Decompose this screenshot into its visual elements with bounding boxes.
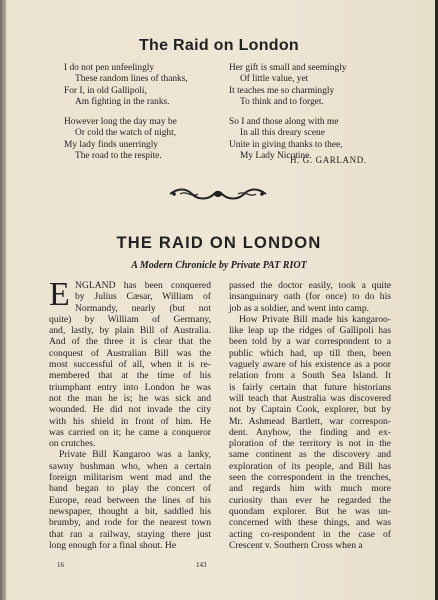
- article-line: ploration of the territory is not in the: [229, 438, 391, 450]
- article-line: sawny bushman who, when a certain: [49, 460, 211, 472]
- article-line: wounded. He did not invade the city: [49, 404, 211, 416]
- poem-left-column: [64, 63, 234, 171]
- article-line: on crutches.: [49, 438, 96, 450]
- article-line: was carried on it; he came a conqueror: [49, 426, 211, 438]
- article-line: NGLAND has been conquered: [75, 280, 211, 291]
- poem-line: My Lady Nicotine.: [240, 151, 312, 162]
- article-line: How Private Bill made his kangaroo-: [239, 313, 391, 325]
- poem-line: To think and to forget.: [240, 96, 324, 107]
- article-line: been told by a war correspondent to a: [229, 336, 391, 348]
- article-line: relation from a South Sea Island. It: [229, 370, 391, 382]
- article-line: conquest of Australian Bill was the: [49, 347, 211, 359]
- poem-line: My lady finds unerringly: [64, 139, 158, 150]
- article-line: foreign militarism went mad and the: [49, 472, 211, 484]
- article-line: like leap up the ridges of Gallipoli has: [229, 325, 391, 337]
- article-line: with his shield in front of him. He: [49, 415, 211, 427]
- article-subtitle: A Modern Chronicle by Private PAT RIOT: [131, 260, 307, 271]
- poem-line: The road to the respite.: [75, 151, 162, 162]
- ornament-divider: [168, 186, 268, 202]
- article-line: by Julius Cæsar, William of: [75, 291, 211, 303]
- article-title: THE RAID ON LONDON: [116, 234, 322, 252]
- article-line: brumby, and rode for the nearest town: [49, 517, 211, 529]
- article-line: Mr. Ashmead Bartlett, war correspon-: [229, 415, 391, 427]
- article-line: Normandy, nearly (but not: [75, 302, 211, 314]
- dropcap-block: [49, 276, 211, 314]
- poem-line: Her gift is small and seemingly: [229, 63, 347, 73]
- article-line: Crescent v. Southern Cross when a: [229, 539, 363, 551]
- article-line: And of the three it is clear that the: [49, 336, 211, 348]
- poem-stanza: [64, 117, 234, 162]
- article-line: public which had, up till then, been: [229, 347, 391, 359]
- binding-shadow: [0, 0, 6, 600]
- article-line: long enough for a final shout. He: [49, 539, 177, 551]
- article-line: membered that at the time of his: [49, 370, 211, 382]
- article-left-column: [49, 276, 211, 551]
- article-line: Private Bill Kangaroo was a lanky,: [59, 449, 211, 461]
- poem-stanza: [229, 63, 399, 108]
- article-line: insanguinary oath (for once) to do his: [229, 291, 391, 303]
- poem-stanza: [64, 63, 234, 108]
- poem-line: So I and those along with me: [229, 117, 339, 128]
- article-line: that ran a railway, staying there just: [49, 528, 211, 540]
- article-line: newspaper, thought a bit, saddled his: [49, 505, 211, 517]
- article-line: seen the correspondent in the trenches,: [229, 472, 391, 484]
- article-line: quondam explorer. But he was un-: [229, 505, 391, 517]
- poem-line: Of little value, yet: [240, 74, 309, 85]
- poem-line: Unite in giving thanks to thee,: [229, 139, 343, 150]
- dropcap-letter: E: [49, 276, 70, 313]
- article-line: concerned with these things, and was: [229, 517, 391, 529]
- poem-line: It teaches me so charmingly: [229, 85, 335, 96]
- article-line: quite) by William of Germany,: [49, 313, 211, 325]
- article-line: is fairly certain that future historians: [229, 381, 391, 393]
- article-line: curiosity than ever he regarded the: [229, 494, 391, 506]
- article-line: band began to play the concert of: [49, 483, 211, 495]
- article-line: job as a soldier, and went into camp.: [229, 302, 370, 314]
- poem-signature: H. G. GARLAND.: [290, 155, 367, 165]
- article-line: passed the doctor easily, took a quite: [229, 280, 391, 291]
- article-line: Europe, read between the lines of his: [49, 494, 211, 506]
- page-number: 143: [196, 561, 207, 569]
- poem-line: I do not pen unfeelingly: [64, 63, 155, 73]
- article-line: acting co-respondent in the case of: [229, 528, 391, 540]
- article-line: exploration of its people, and Bill has: [229, 460, 391, 472]
- article-line: not by Captain Cook, explorer, but by: [229, 404, 391, 416]
- article-line: same continent as the discovery and: [229, 449, 391, 461]
- article-line: most successful of all, when it is re-: [49, 359, 211, 371]
- article-line: and, lastly, by plain Bill of Australia.: [49, 325, 211, 337]
- poem-line: Or cold the watch of night,: [75, 128, 177, 139]
- poem-line: However long the day may be: [64, 117, 177, 128]
- article-line: triumphant entry into London he was: [49, 381, 211, 393]
- article-line: not the man he is; he was sick and: [49, 392, 211, 404]
- article-line: vaguely aware of his existence as a poor: [229, 359, 391, 371]
- poem-line: These random lines of thanks,: [75, 74, 188, 85]
- article-line: and regards him with much more: [229, 483, 391, 495]
- folio-number: 16: [57, 561, 64, 569]
- poem-line: In all this dreary scene: [240, 128, 325, 139]
- article-line: dent. Anyhow, the finding and ex-: [229, 426, 391, 438]
- article-right-column: [229, 280, 391, 551]
- poem-line: Am fighting in the ranks.: [75, 96, 170, 107]
- article-line: will teach that Australia was discovered: [229, 392, 391, 404]
- poem-title: The Raid on London: [138, 37, 300, 54]
- poem-line: For I, in old Gallipoli,: [64, 85, 147, 96]
